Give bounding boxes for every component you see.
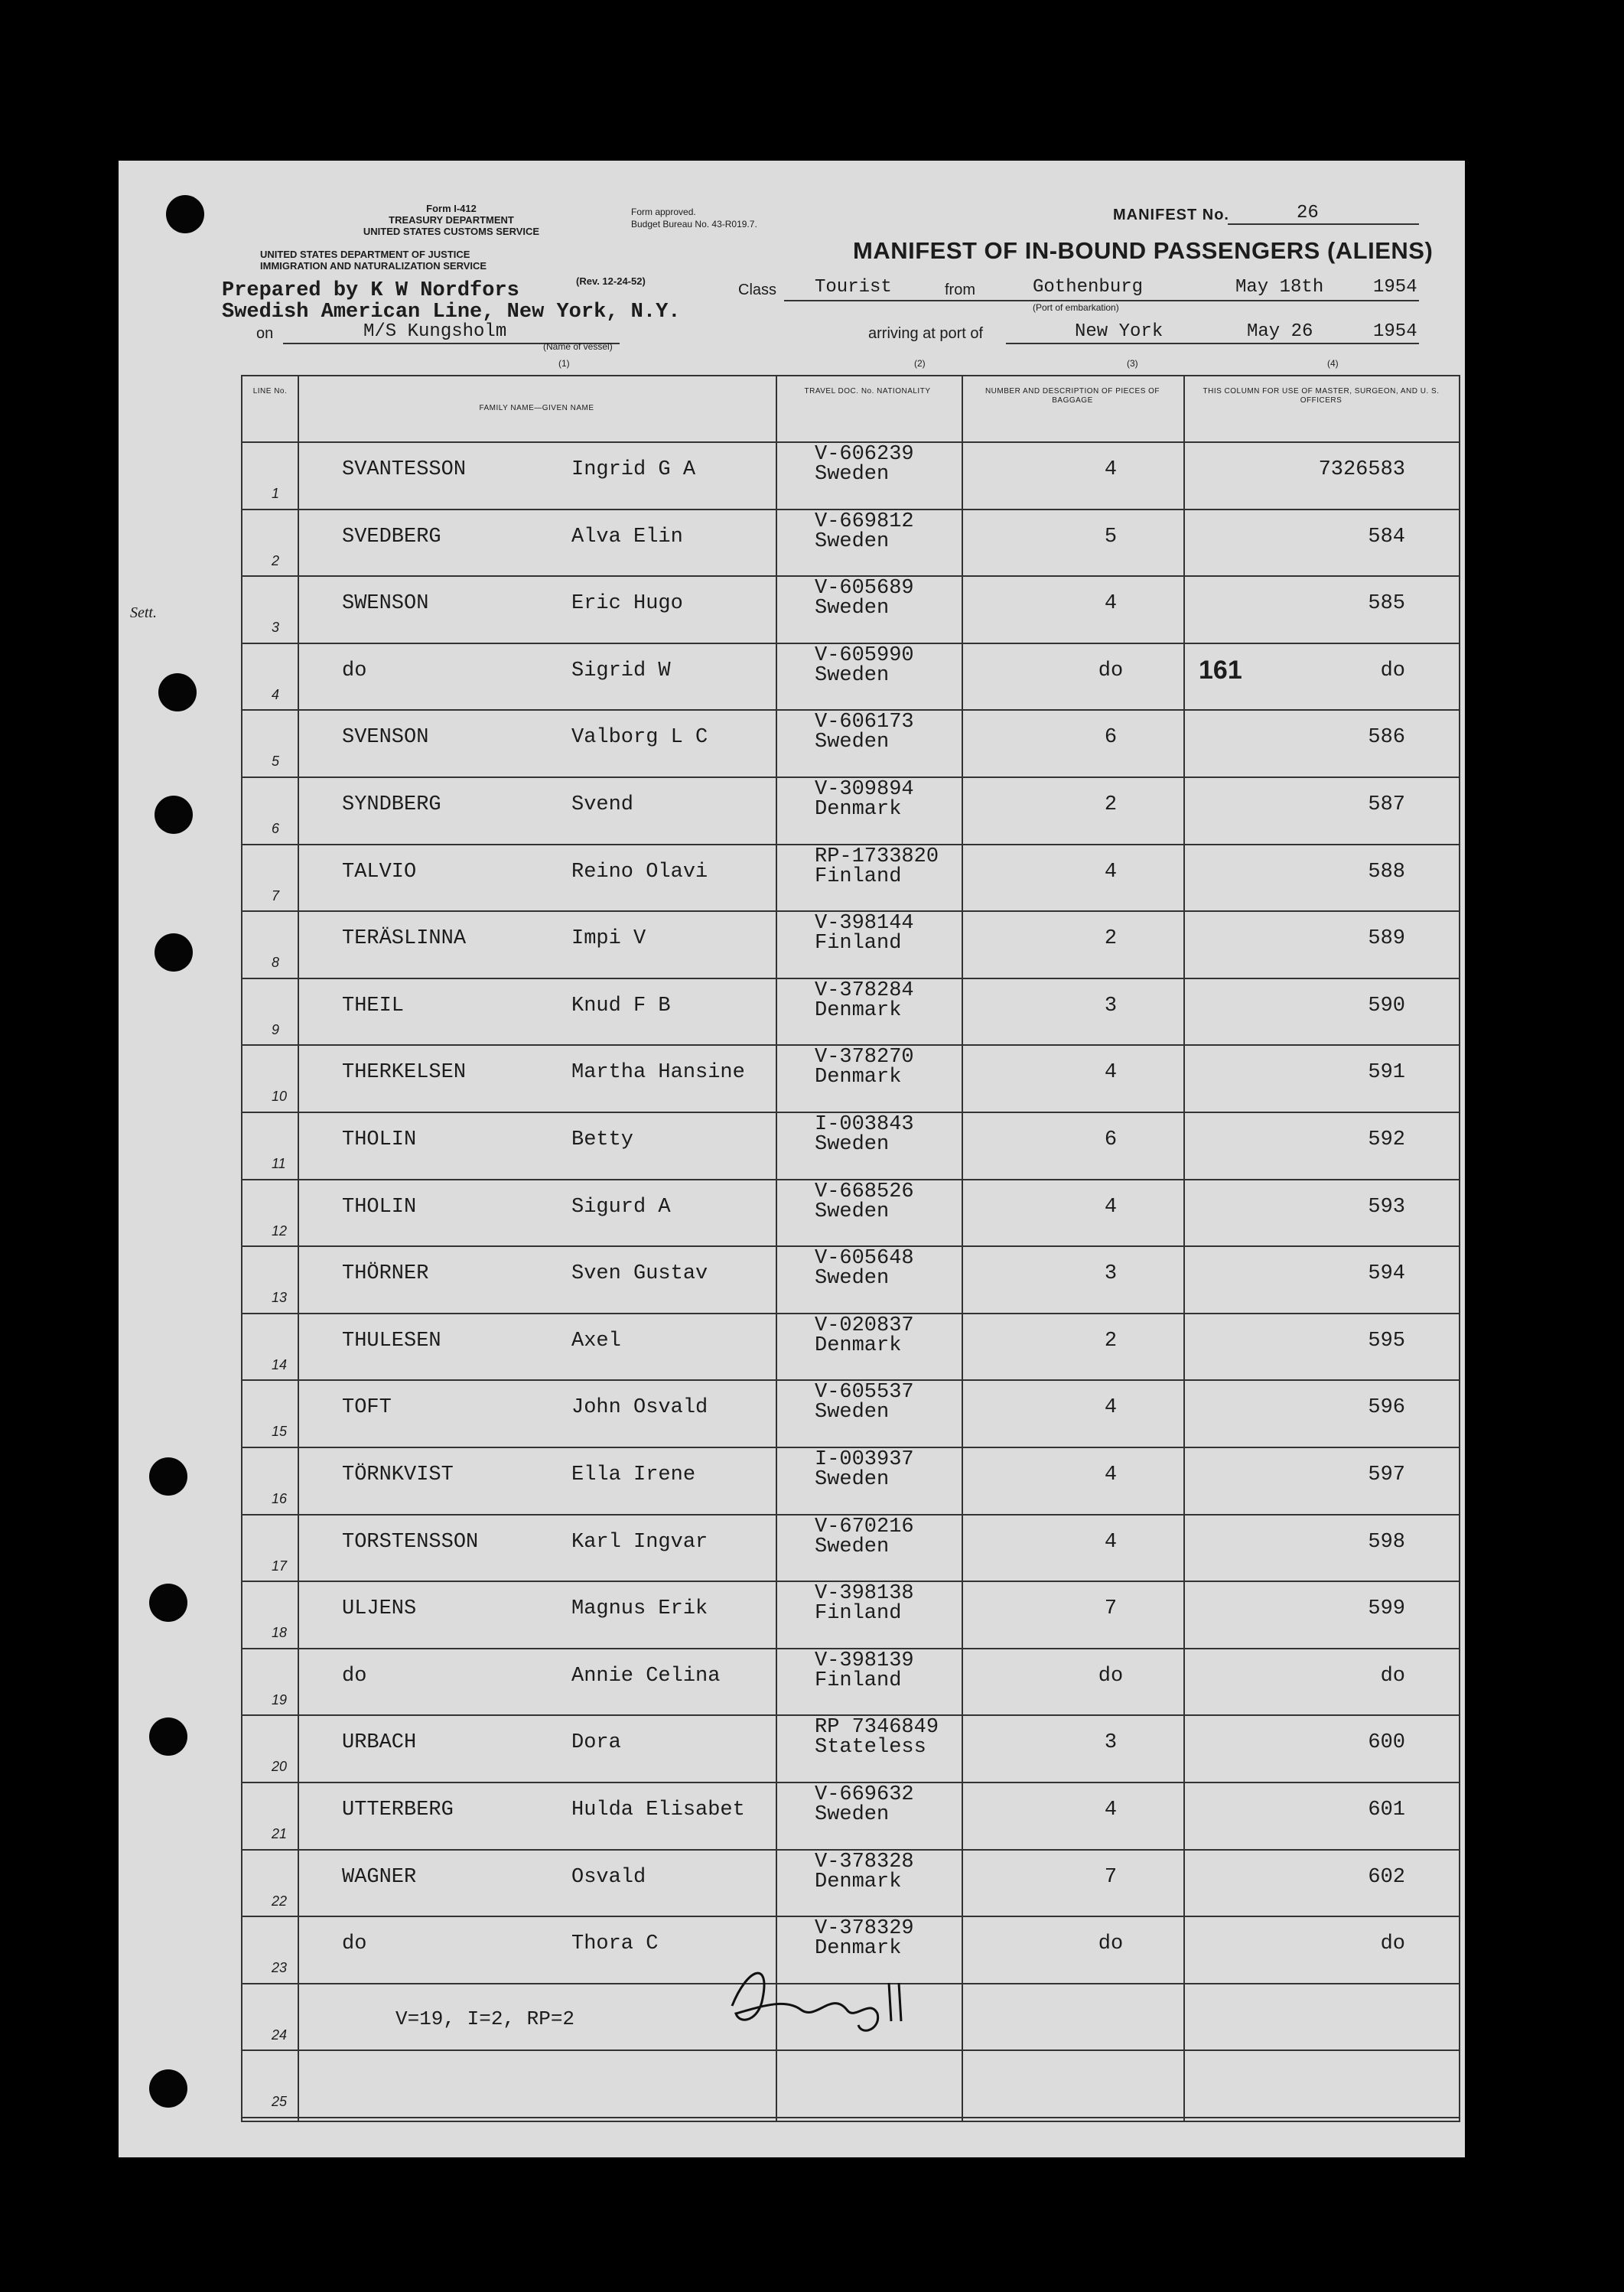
officer-number: 7326583 — [1318, 458, 1405, 481]
travel-doc-number: V-605537 — [815, 1381, 914, 1405]
table-row — [242, 1112, 1459, 1179]
baggage-count: 4 — [1104, 1061, 1118, 1085]
dept-immigration: IMMIGRATION AND NATURALIZATION SERVICE — [260, 260, 487, 272]
travel-doc-number: V-669632 — [815, 1783, 914, 1806]
given-name: Knud F B — [571, 994, 671, 1017]
column-number-3: (3) — [1127, 358, 1138, 369]
travel-doc-number: V-668526 — [815, 1180, 914, 1203]
table-row — [242, 1044, 1459, 1112]
travel-doc — [815, 1716, 939, 1760]
travel-doc — [815, 1852, 914, 1892]
arrival-year: 1954 — [1373, 321, 1417, 342]
passenger-table — [241, 375, 1460, 2122]
family-name: UTTERBERG — [342, 1799, 454, 1822]
line-number: 20 — [272, 1759, 288, 1775]
table-row — [242, 509, 1459, 576]
family-name: SWENSON — [342, 592, 429, 616]
travel-doc-number: I-003843 — [815, 1113, 914, 1136]
from-label: from — [945, 282, 975, 298]
manifest-number: 26 — [1297, 203, 1319, 223]
baggage-count: 4 — [1104, 860, 1118, 884]
travel-doc — [815, 643, 914, 687]
officer-number: 593 — [1368, 1195, 1405, 1219]
line-number: 9 — [272, 1021, 280, 1037]
travel-doc — [815, 1047, 914, 1087]
family-name: TERÄSLINNA — [342, 927, 467, 951]
dept-customs: UNITED STATES CUSTOMS SERVICE — [363, 226, 540, 237]
prepared-by: Prepared by K W Nordfors — [222, 279, 519, 302]
departure-year: 1954 — [1373, 277, 1417, 298]
officer-number: 600 — [1368, 1731, 1405, 1755]
column-header-doc: TRAVEL DOC. No. NATIONALITY — [804, 387, 931, 396]
baggage-count: do — [1098, 1932, 1124, 1956]
table-row — [242, 844, 1459, 911]
officer-number: do — [1380, 1664, 1405, 1688]
binder-hole — [166, 195, 204, 233]
manifest-no-label: MANIFEST No. — [1113, 207, 1229, 223]
family-name: SVENSON — [342, 726, 429, 750]
travel-doc — [815, 578, 914, 618]
travel-doc — [815, 780, 914, 819]
nationality: Sweden — [815, 1468, 890, 1491]
officer-number: 586 — [1368, 726, 1405, 750]
line-number: 3 — [272, 620, 280, 636]
family-name: TORSTENSSON — [342, 1530, 479, 1554]
line-number: 2 — [272, 552, 280, 568]
line-number: 15 — [272, 1424, 288, 1440]
officer-number: 599 — [1368, 1597, 1405, 1621]
table-row — [242, 910, 1459, 978]
departure-date: May 18th — [1235, 277, 1324, 298]
line-number: 14 — [272, 1356, 288, 1372]
given-name: Ella Irene — [571, 1463, 696, 1486]
officer-number: 594 — [1368, 1262, 1405, 1286]
given-name: Sven Gustav — [571, 1262, 708, 1286]
baggage-count: 5 — [1104, 525, 1118, 549]
officer-number: 601 — [1368, 1799, 1405, 1822]
manifest-title: MANIFEST OF IN-BOUND PASSENGERS (ALIENS) — [853, 237, 1434, 264]
family-name: do — [342, 659, 367, 682]
baggage-count: 7 — [1104, 1865, 1118, 1889]
travel-doc — [815, 1115, 914, 1154]
nationality: Finland — [815, 932, 902, 956]
baggage-count: 4 — [1104, 458, 1118, 481]
manifest-sheet — [119, 161, 1465, 2157]
class-value: Tourist — [815, 277, 892, 298]
line-number: 13 — [272, 1290, 288, 1306]
column-header-officers: THIS COLUMN FOR USE OF MASTER, SURGEON, AND U. S. OFFICERS — [1203, 387, 1440, 405]
family-name: TÖRNKVIST — [342, 1463, 454, 1486]
table-row — [242, 1514, 1459, 1581]
form-number: Form I-412 — [426, 203, 477, 214]
officer-number: do — [1380, 659, 1405, 682]
nationality: Sweden — [815, 463, 890, 486]
officer-number: 598 — [1368, 1530, 1405, 1554]
table-row — [242, 1849, 1459, 1916]
travel-doc-number: V-378328 — [815, 1850, 914, 1874]
travel-doc-number: V-398139 — [815, 1649, 914, 1672]
given-name: Valborg L C — [571, 726, 708, 750]
given-name: Martha Hansine — [571, 1061, 745, 1085]
nationality: Finland — [815, 864, 902, 888]
family-name: THERKELSEN — [342, 1061, 467, 1085]
column-number-2: (2) — [914, 358, 926, 369]
family-name: SVEDBERG — [342, 525, 441, 549]
nationality: Finland — [815, 1669, 902, 1692]
baggage-count: 4 — [1104, 1799, 1118, 1822]
nationality: Sweden — [815, 1803, 890, 1826]
given-name: Hulda Elisabet — [571, 1799, 745, 1822]
travel-doc — [815, 712, 914, 752]
travel-doc-number: RP-1733820 — [815, 845, 939, 868]
baggage-count: 3 — [1104, 994, 1118, 1017]
family-name: THÖRNER — [342, 1262, 429, 1286]
line-number: 24 — [272, 2027, 288, 2043]
class-label: Class — [738, 282, 777, 298]
travel-doc — [815, 847, 939, 887]
officer-number: 591 — [1368, 1061, 1405, 1085]
baggage-count: 6 — [1104, 726, 1118, 750]
table-row — [242, 1581, 1459, 1648]
line-number: 1 — [272, 486, 280, 501]
travel-doc-number: V-605990 — [815, 643, 914, 667]
nationality: Denmark — [815, 1937, 902, 1961]
given-name: Alva Elin — [571, 525, 683, 549]
travel-doc-number: V-398138 — [815, 1582, 914, 1606]
given-name: Dora — [571, 1731, 621, 1755]
travel-doc — [815, 1785, 914, 1825]
binder-hole — [155, 796, 193, 834]
line-company: Swedish American Line, New York, N.Y. — [222, 301, 681, 324]
line-number: 10 — [272, 1089, 288, 1105]
baggage-count: 6 — [1104, 1128, 1118, 1151]
officer-number: 590 — [1368, 994, 1405, 1017]
baggage-count: 2 — [1104, 793, 1118, 816]
given-name: Svend — [571, 793, 634, 816]
nationality: Sweden — [815, 1267, 890, 1291]
nationality: Sweden — [815, 1133, 890, 1156]
stamp-number: 161 — [1199, 656, 1242, 685]
budget-bureau: Budget Bureau No. 43-R019.7. — [631, 219, 757, 230]
travel-doc-number: V-398144 — [815, 912, 914, 936]
line-number: 18 — [272, 1625, 288, 1641]
travel-doc — [815, 1247, 914, 1291]
line-number: 23 — [272, 1960, 288, 1976]
travel-doc-number: V-378284 — [815, 978, 914, 1002]
line-number: 19 — [272, 1691, 288, 1708]
travel-doc-number: V-378329 — [815, 1917, 914, 1941]
given-name: Thora C — [571, 1932, 659, 1956]
given-name: Sigrid W — [571, 659, 671, 682]
line-number: 5 — [272, 754, 280, 770]
travel-doc — [815, 1582, 914, 1626]
column-number-1: (1) — [558, 358, 570, 369]
officer-number: 585 — [1368, 592, 1405, 616]
travel-doc-number: V-309894 — [815, 778, 914, 801]
line-number: 12 — [272, 1223, 288, 1239]
officer-number: 596 — [1368, 1396, 1405, 1420]
officer-number: 588 — [1368, 860, 1405, 884]
binder-hole — [149, 1457, 187, 1496]
travel-doc — [815, 512, 914, 552]
table-row — [242, 1648, 1459, 1715]
travel-doc-number: RP 7346849 — [815, 1716, 939, 1740]
table-row — [242, 1714, 1459, 1782]
table-row — [242, 978, 1459, 1045]
family-name: THOLIN — [342, 1128, 417, 1151]
nationality: Denmark — [815, 798, 902, 821]
line-number: 21 — [272, 1826, 288, 1841]
line-number: 22 — [272, 1893, 288, 1909]
baggage-count: 3 — [1104, 1262, 1118, 1286]
family-name: SYNDBERG — [342, 793, 441, 816]
travel-doc-number: V-020837 — [815, 1314, 914, 1337]
baggage-count: 4 — [1104, 1396, 1118, 1420]
baggage-count: 7 — [1104, 1597, 1118, 1621]
table-row — [242, 1782, 1459, 1849]
travel-doc-number: V-605689 — [815, 577, 914, 601]
baggage-count: 4 — [1104, 1530, 1118, 1554]
table-row — [242, 1179, 1459, 1246]
travel-doc-number: V-378270 — [815, 1046, 914, 1069]
baggage-count: 4 — [1104, 1463, 1118, 1486]
travel-doc-number: V-606173 — [815, 711, 914, 734]
travel-doc-number: V-670216 — [815, 1515, 914, 1538]
table-row — [242, 643, 1459, 710]
baggage-count: 2 — [1104, 927, 1118, 951]
travel-doc — [815, 978, 914, 1022]
embarkation-port: Gothenburg — [1033, 277, 1144, 298]
nationality: Denmark — [815, 1333, 902, 1357]
nationality: Sweden — [815, 529, 890, 553]
travel-doc — [815, 912, 914, 956]
given-name: Osvald — [571, 1865, 646, 1889]
column-header-name: FAMILY NAME—GIVEN NAME — [479, 404, 594, 412]
dept-treasury: TREASURY DEPARTMENT — [389, 214, 514, 226]
binder-hole — [155, 933, 193, 972]
given-name: Karl Ingvar — [571, 1530, 708, 1554]
given-name: Magnus Erik — [571, 1597, 708, 1621]
baggage-count: 4 — [1104, 1195, 1118, 1219]
signature — [717, 1952, 916, 2044]
binder-hole — [149, 2069, 187, 2108]
officer-number: 589 — [1368, 927, 1405, 951]
baggage-count: do — [1098, 659, 1124, 682]
vessel-caption: (Name of vessel) — [543, 341, 613, 352]
binder-hole — [149, 1584, 187, 1622]
line-number: 17 — [272, 1558, 288, 1574]
family-name: THULESEN — [342, 1329, 441, 1353]
officer-number: 584 — [1368, 525, 1405, 549]
column-header-line-no: LINE No. — [252, 387, 288, 396]
officer-number: 595 — [1368, 1329, 1405, 1353]
table-row — [242, 2049, 1459, 2117]
travel-doc-number: V-606239 — [815, 443, 914, 466]
travel-doc — [815, 1517, 914, 1557]
given-name: Annie Celina — [571, 1664, 721, 1688]
nationality: Sweden — [815, 731, 890, 754]
given-name: Betty — [571, 1128, 634, 1151]
line-number: 6 — [272, 821, 280, 836]
family-name: WAGNER — [342, 1865, 417, 1889]
arrival-date: May 26 — [1247, 321, 1313, 342]
vessel-name: M/S Kungsholm — [363, 321, 507, 342]
nationality: Sweden — [815, 1200, 890, 1223]
given-name: Impi V — [571, 927, 646, 951]
baggage-count: 4 — [1104, 592, 1118, 616]
table-row — [242, 1447, 1459, 1514]
nationality: Denmark — [815, 1870, 902, 1893]
travel-doc-number: V-605648 — [815, 1247, 914, 1271]
arriving-label: arriving at port of — [868, 325, 984, 342]
embarkation-caption: (Port of embarkation) — [1033, 302, 1119, 313]
family-name: THEIL — [342, 994, 405, 1017]
travel-doc — [815, 1450, 914, 1489]
binder-hole — [158, 673, 197, 711]
given-name: John Osvald — [571, 1396, 708, 1420]
travel-doc — [815, 1651, 914, 1691]
officer-number: 592 — [1368, 1128, 1405, 1151]
line-number: 25 — [272, 2094, 288, 2110]
family-name: do — [342, 1664, 367, 1688]
travel-doc — [815, 1182, 914, 1222]
officer-number: 597 — [1368, 1463, 1405, 1486]
officer-number: 602 — [1368, 1865, 1405, 1889]
table-row — [242, 776, 1459, 844]
form-revision: (Rev. 12-24-52) — [576, 275, 646, 287]
nationality: Denmark — [815, 1066, 902, 1089]
travel-doc — [815, 1316, 914, 1356]
baggage-count: do — [1098, 1664, 1124, 1688]
line-number: 4 — [272, 686, 280, 702]
travel-doc-number: I-003937 — [815, 1448, 914, 1471]
table-row — [242, 709, 1459, 776]
line-number: 7 — [272, 887, 280, 903]
nationality: Stateless — [815, 1736, 926, 1760]
family-name: SVANTESSON — [342, 458, 467, 481]
family-name: URBACH — [342, 1731, 417, 1755]
table-row — [242, 1379, 1459, 1447]
table-row — [242, 441, 1459, 509]
line-number: 11 — [272, 1156, 286, 1171]
table-row — [242, 575, 1459, 643]
margin-note: Sett. — [130, 604, 157, 621]
travel-doc-number: V-669812 — [815, 510, 914, 533]
baggage-count: 2 — [1104, 1329, 1118, 1353]
nationality: Denmark — [815, 998, 902, 1022]
nationality: Sweden — [815, 1535, 890, 1558]
officer-number: 587 — [1368, 793, 1405, 816]
family-name: do — [342, 1932, 367, 1956]
summary-totals: V=19, I=2, RP=2 — [395, 2007, 575, 2030]
given-name: Sigurd A — [571, 1195, 671, 1219]
dept-justice: UNITED STATES DEPARTMENT OF JUSTICE — [260, 249, 470, 260]
table-row — [242, 1245, 1459, 1313]
on-label: on — [256, 325, 274, 342]
given-name: Reino Olavi — [571, 860, 708, 884]
nationality: Sweden — [815, 1401, 890, 1424]
officer-number: do — [1380, 1932, 1405, 1956]
binder-hole — [149, 1717, 187, 1756]
given-name: Axel — [571, 1329, 621, 1353]
nationality: Sweden — [815, 663, 890, 687]
column-number-4: (4) — [1327, 358, 1339, 369]
nationality: Sweden — [815, 597, 890, 620]
nationality: Finland — [815, 1602, 902, 1626]
baggage-count: 3 — [1104, 1731, 1118, 1755]
travel-doc — [815, 1382, 914, 1422]
line-number: 8 — [272, 955, 280, 971]
column-header-baggage: NUMBER AND DESCRIPTION OF PIECES OF BAGGAGE — [984, 387, 1160, 405]
table-row — [242, 1313, 1459, 1380]
family-name: TOFT — [342, 1396, 392, 1420]
arrival-port: New York — [1075, 321, 1163, 342]
family-name: ULJENS — [342, 1597, 417, 1621]
given-name: Eric Hugo — [571, 592, 683, 616]
travel-doc — [815, 444, 914, 484]
line-number: 16 — [272, 1491, 288, 1506]
given-name: Ingrid G A — [571, 458, 696, 481]
family-name: THOLIN — [342, 1195, 417, 1219]
family-name: TALVIO — [342, 860, 417, 884]
form-approved: Form approved. — [631, 207, 696, 217]
